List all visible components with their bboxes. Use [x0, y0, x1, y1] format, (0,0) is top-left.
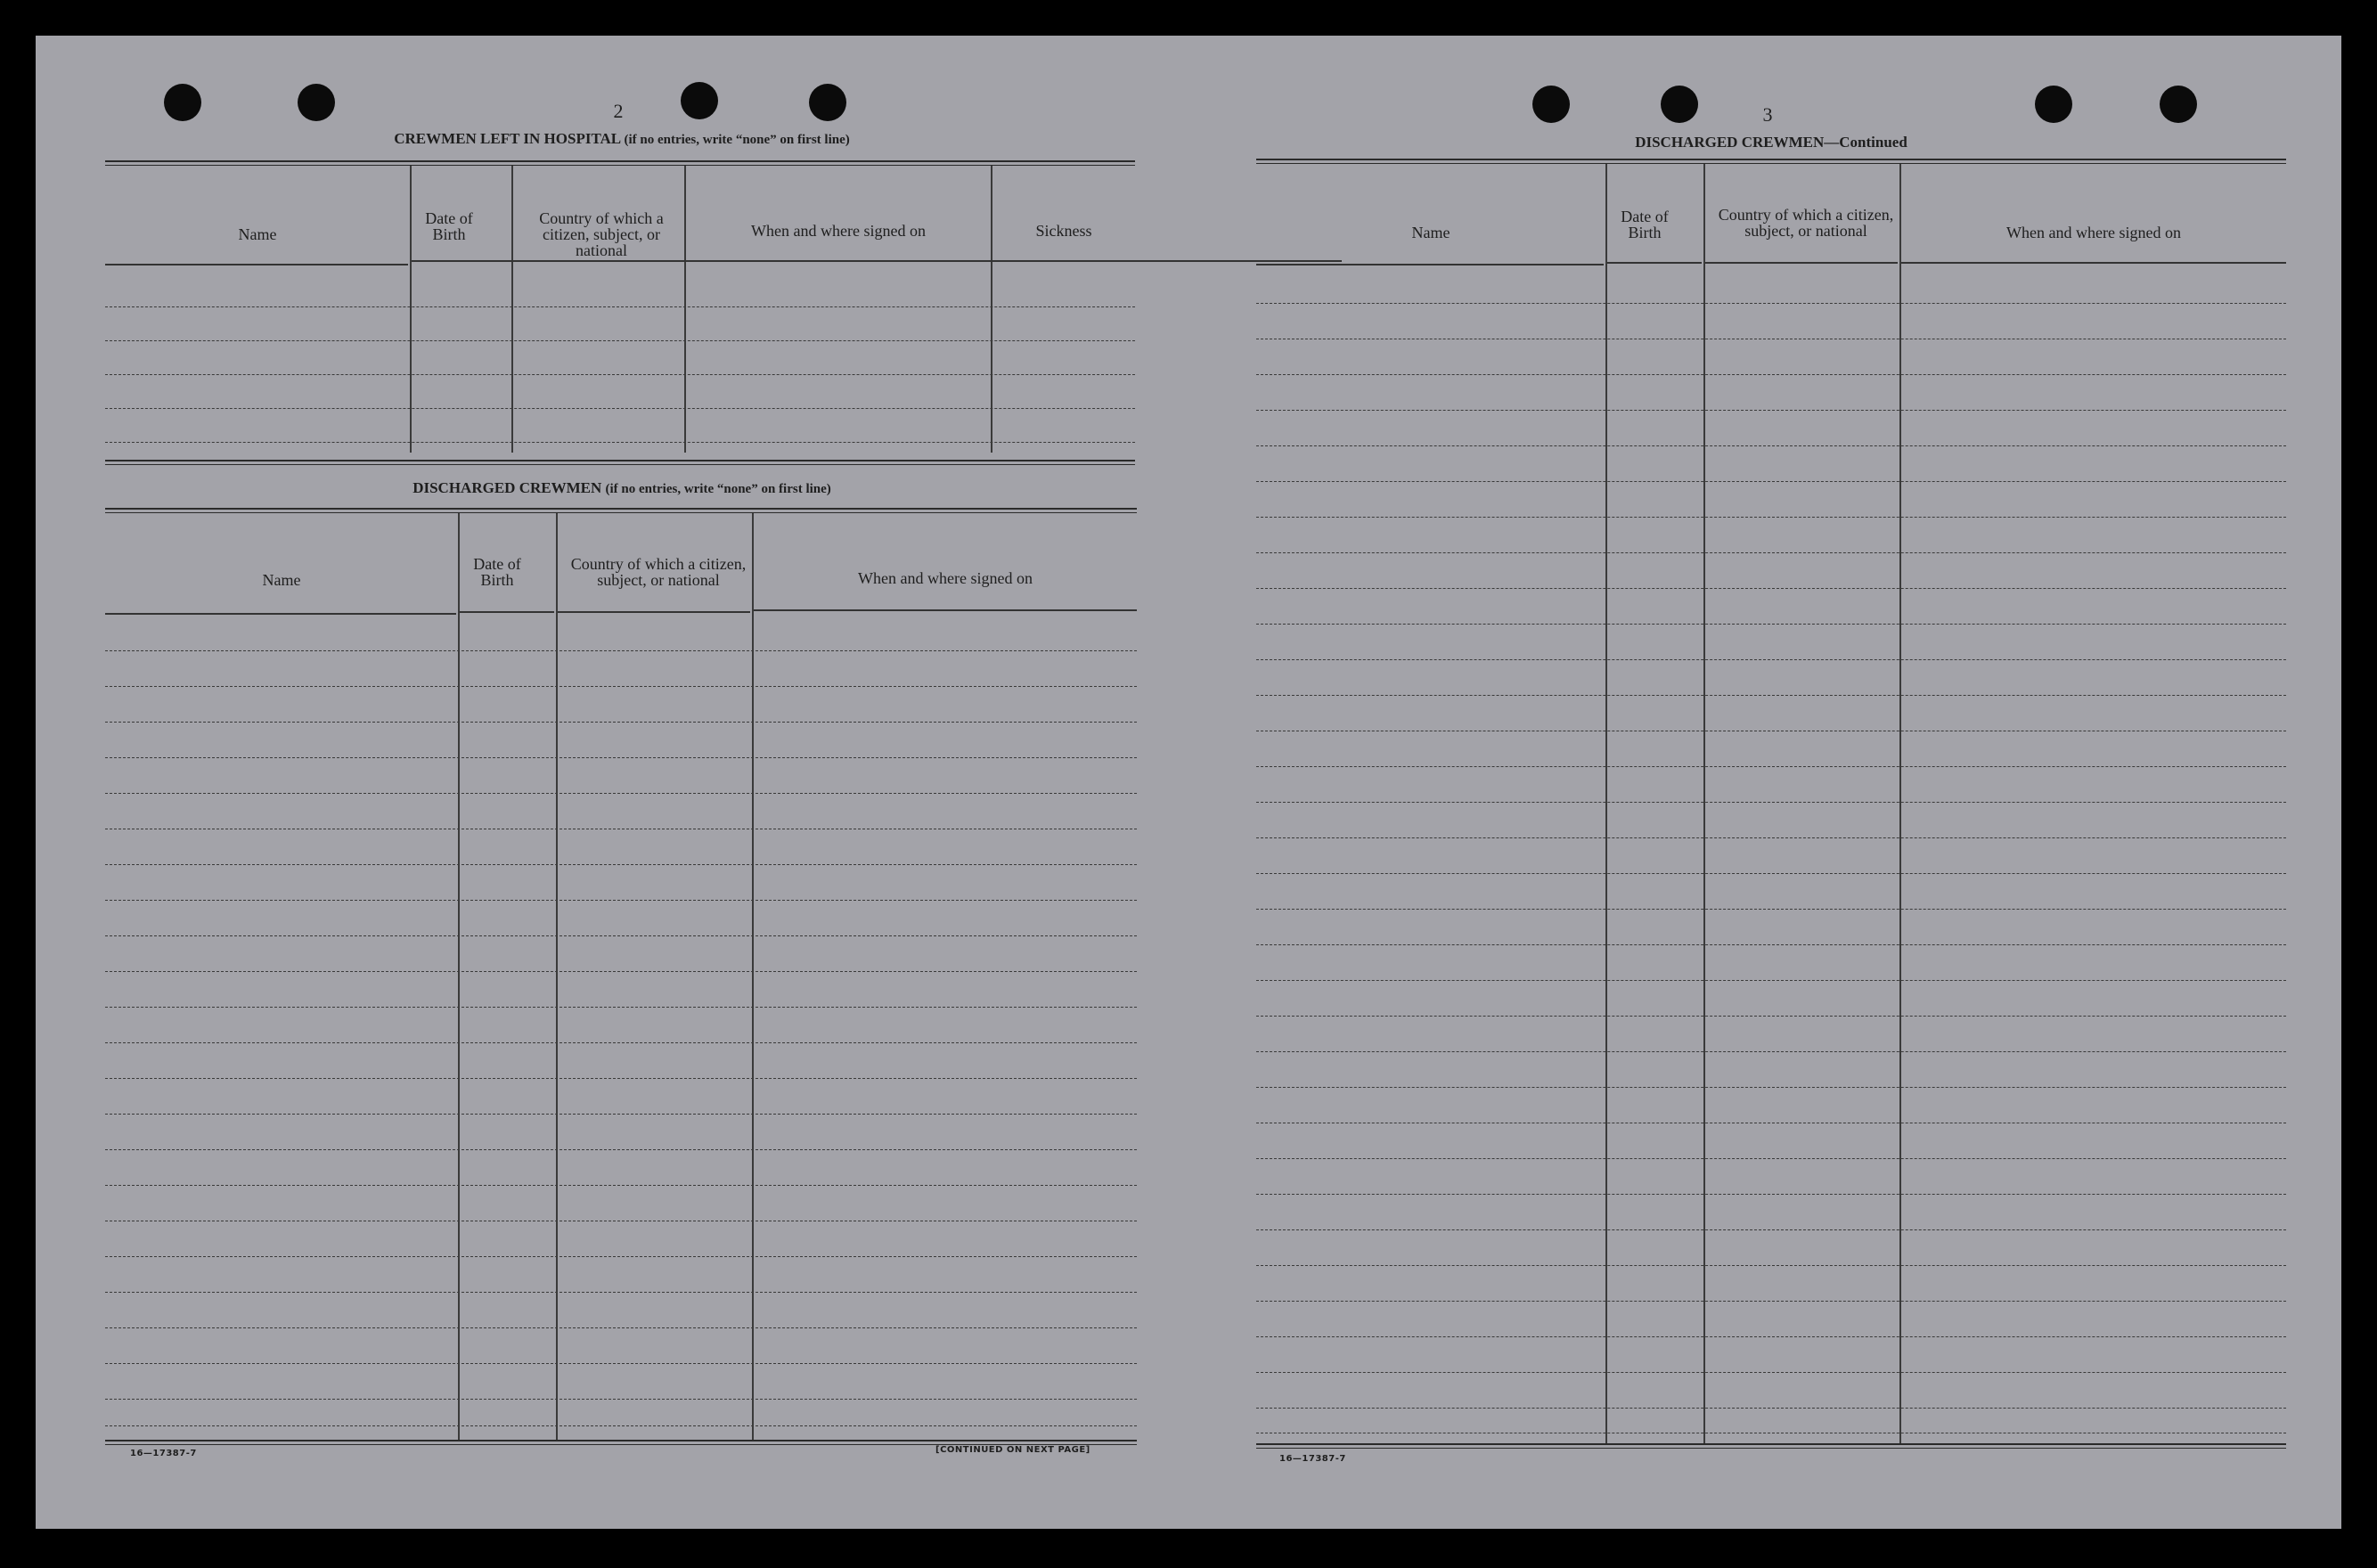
form-number-right: 16—17387-7 — [1279, 1454, 1346, 1464]
hospital-col-dob: Date of Birth — [425, 209, 473, 243]
hospital-col-country: Country of which a citizen, subject, or national — [539, 209, 664, 259]
punch-hole-8 — [2160, 86, 2197, 123]
hospital-title-note: (if no entries, write “none” on first line) — [624, 133, 850, 147]
discharged-title-text: DISCHARGED CREWMEN — [413, 479, 602, 496]
punch-hole-5 — [1532, 86, 1570, 123]
discharged-table-left — [105, 508, 1137, 1479]
punch-hole-3 — [681, 82, 718, 119]
punch-hole-1 — [164, 84, 201, 121]
hospital-title-text: CREWMEN LEFT IN HOSPITAL — [394, 130, 621, 147]
form-number-left: 16—17387-7 — [130, 1449, 197, 1458]
hospital-col-name: Name — [238, 225, 277, 243]
page-number-left: 2 — [613, 100, 624, 122]
continued-col-country: Country of which a citizen, subject, or national — [1718, 206, 1894, 240]
hospital-table — [105, 160, 1135, 486]
discharged-title-note: (if no entries, write “none” on first line) — [605, 482, 831, 496]
continued-col-dob: Date of Birth — [1621, 208, 1669, 241]
form-sheet — [36, 36, 2341, 1529]
discharged-section-title — [105, 479, 1139, 497]
punch-hole-4 — [809, 84, 846, 121]
punch-hole-2 — [298, 84, 335, 121]
discharged-col-country: Country of which a citizen, subject, or national — [570, 555, 747, 589]
discharged-continued-title: DISCHARGED CREWMEN—Continued — [1635, 134, 1907, 151]
punch-hole-6 — [1661, 86, 1698, 123]
punch-hole-7 — [2035, 86, 2072, 123]
discharged-table-right — [1256, 159, 2286, 1486]
continued-col-name: Name — [1411, 224, 1450, 241]
continued-col-signed: When and where signed on — [2006, 224, 2181, 241]
discharged-col-signed: When and where signed on — [858, 569, 1033, 587]
hospital-section-title — [105, 130, 1139, 148]
hospital-col-sickness: Sickness — [1035, 222, 1092, 240]
page-number-right: 3 — [1762, 103, 1773, 126]
hospital-col-signed: When and where signed on — [751, 222, 926, 240]
continued-note: [CONTINUED ON NEXT PAGE] — [935, 1445, 1090, 1455]
discharged-col-name: Name — [262, 571, 301, 589]
discharged-col-dob: Date of Birth — [473, 555, 521, 589]
